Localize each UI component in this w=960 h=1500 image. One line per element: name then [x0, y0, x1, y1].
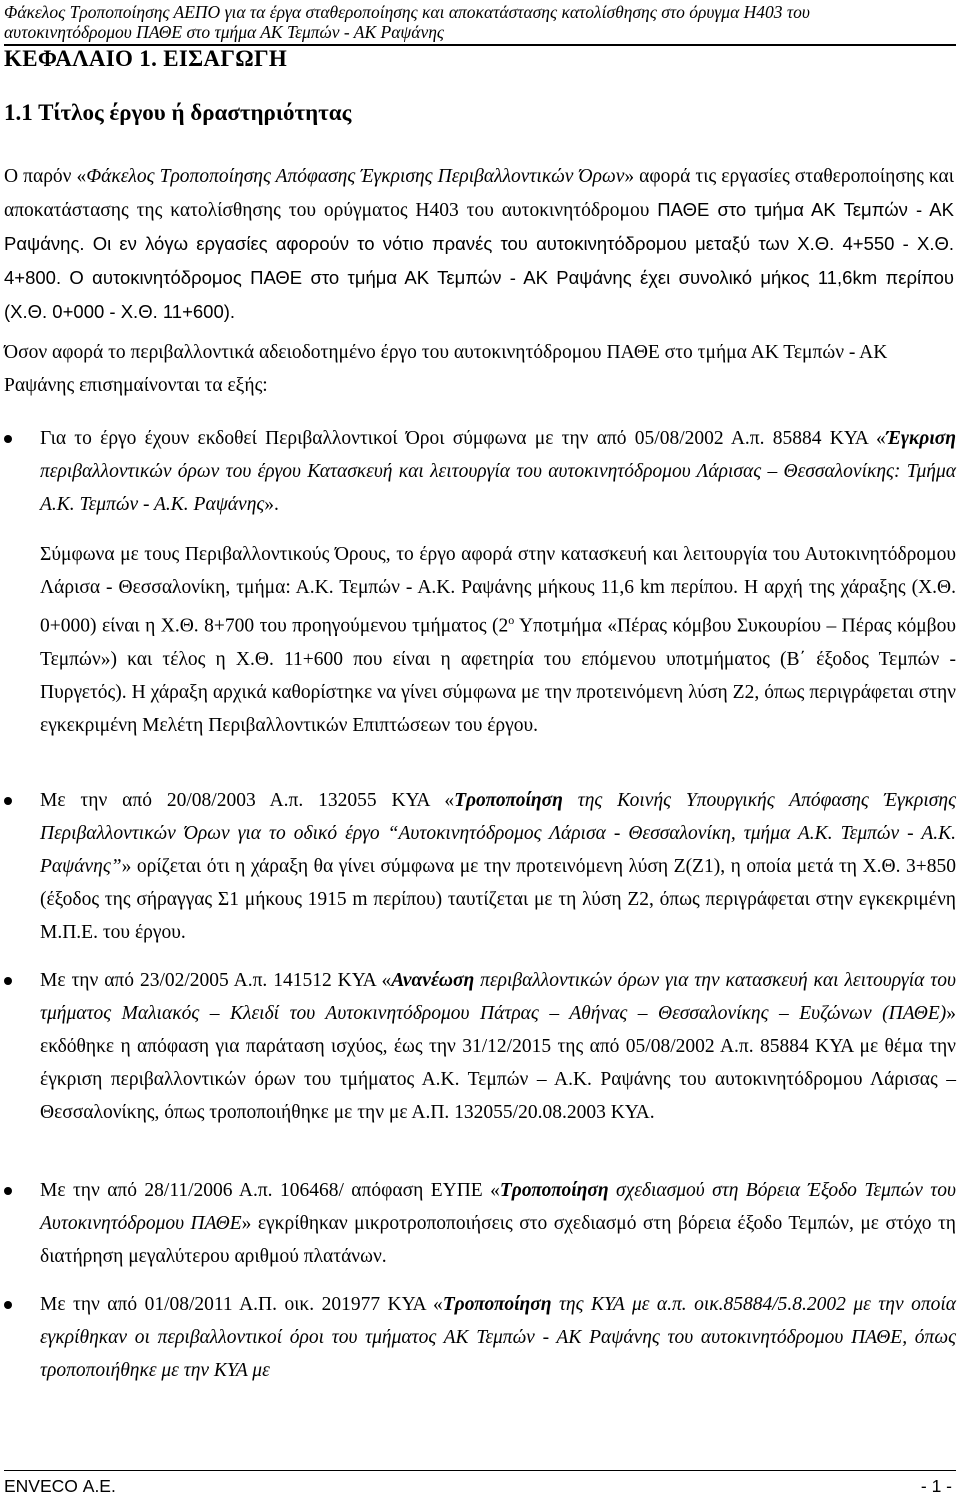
bullet-4-post: » εγκρίθηκαν μικροτροποποιήσεις στο σχεδιασμό στη βόρεια έξοδο Τεμπών, με στόχο τη διατήρηση μεγαλύτερου αριθμού πλατάνων.	[40, 1213, 956, 1267]
bullet-5-bold: Τροποποίηση	[442, 1294, 552, 1315]
bullet-dot	[4, 1187, 12, 1195]
bullet-2-pre: Με την από 20/08/2003 Α.π. 132055 ΚΥΑ «	[40, 790, 455, 811]
intro-sans-text: ΠΑΘΕ στο τμήμα ΑΚ Τεμπών - ΑΚ Ραψάνης. Οι εν λόγω εργασίες αφορούν το νότιο πρανές του αυτοκινητόδρομου μεταξύ των Χ.Θ. 4+550 - Χ.Θ. 4+800. Ο αυτοκινητόδρομος ΠΑΘΕ στο τμήμα ΑΚ Τεμπών - ΑΚ Ραψάνης έχει συνολικό μήκος 11,6km περίπου (Χ.Θ. 0+000 - Χ.Θ. 11+600).	[4, 199, 954, 322]
section-title: 1.1 Τίτλος έργου ή δραστηριότητας	[4, 100, 352, 125]
superscript-o: ο	[508, 613, 515, 627]
bullet-item-3	[40, 964, 956, 1129]
chapter-title: ΚΕΦΑΛΑΙΟ 1. ΕΙΣΑΓΩΓΗ	[4, 46, 288, 71]
bullet-2-italic: της Κοινής Υπουργικής Απόφασης Έγκρισης Περιβαλλοντικών Όρων για το οδικό έργο “Αυτοκινητόδρομος Λάρισα - Θεσσαλονίκη, τμήμα Α.Κ. Τεμπών - Α.Κ. Ραψάνης”	[40, 790, 956, 877]
footer-company: ENVECO Α.Ε.	[4, 1476, 116, 1496]
bullet-3-post: » εκδόθηκε η απόφαση για παράταση ισχύος, έως την 31/12/2015 της από 05/08/2002 Α.π. 85884 ΚΥΑ με θέμα την έγκριση περιβαλλοντικών όρων του τμήματος Α.Κ. Τεμπών – Α.Κ. Ραψάνης του αυτοκινητόδρομου Λάρισας – Θεσσαλονίκης, όπως τροποποιήθηκε με την με Α.Π. 132055/20.08.2003 ΚΥΑ.	[40, 1003, 956, 1123]
bullet-4-italic: σχεδιασμού στη Βόρεια Έξοδο Τεμπών του Αυτοκινητόδρομου ΠΑΘΕ	[40, 1180, 956, 1234]
bullet-item-2	[40, 784, 956, 949]
bullet-item-5	[40, 1288, 956, 1387]
bullet-item-1	[40, 422, 956, 521]
bullet-2-bold: Τροποποίηση	[454, 790, 563, 811]
bullet-3-pre: Με την από 23/02/2005 Α.π. 141512 ΚΥΑ «	[40, 970, 392, 991]
intro-title: Φάκελος Τροποποίησης Απόφασης Έγκρισης Περιβαλλοντικών Όρων	[86, 166, 625, 187]
intro-post: » αφορά τις εργασίες σταθεροποίησης και αποκατάστασης της κατολίσθησης του ορύγματος Η403 του αυτοκινητόδρομου	[4, 166, 954, 221]
bullet-1-bold: Έγκριση	[885, 428, 956, 449]
bullet-4-bold: Τροποποίηση	[499, 1180, 609, 1201]
bullet-5-italic: της ΚΥΑ με α.π. οικ.85884/5.8.2002 με την οποία εγκρίθηκαν οι περιβαλλοντικοί όροι του τμήματος ΑΚ Τεμπών - ΑΚ Ραψάνης του αυτοκινητόδρομου ΠΑΘΕ, όπως τροποποιήθηκε με την ΚΥΑ με	[40, 1294, 956, 1381]
running-header	[4, 2, 956, 46]
bullet-dot	[4, 1301, 12, 1309]
bullet-5-pre: Με την από 01/08/2011 Α.Π. οικ. 201977 ΚΥΑ «	[40, 1294, 443, 1315]
intro-paragraph	[4, 160, 954, 329]
paragraph-3-text: Σύμφωνα με τους Περιβαλλοντικούς Όρους, το έργο αφορά στην κατασκευή και λειτουργία του Αυτοκινητόδρομου Λάρισα - Θεσσαλονίκη, τμήμα: Α.Κ. Τεμπών - Α.Κ. Ραψάνης μήκους 11,6 km περίπου. Η αρχή της χάραξης (Χ.Θ. 0+000) είναι η Χ.Θ. 8+700 του προηγούμενου τμήματος (2	[40, 544, 956, 637]
running-header-line-2: αυτοκινητόδρομου ΠΑΘΕ στο τμήμα ΑΚ Τεμπών - ΑΚ Ραψάνης	[4, 22, 445, 42]
paragraph-3	[40, 538, 956, 742]
bullet-4-pre: Με την από 28/11/2006 Α.π. 106468/ απόφαση ΕΥΠΕ «	[40, 1180, 500, 1201]
footer-page-number: - 1 -	[920, 1476, 952, 1496]
running-header-line-1: Φάκελος Τροποποίησης ΑΕΠΟ για τα έργα σταθεροποίησης και αποκατάστασης κατολίσθησης στο όρυγμα Η403 του	[4, 2, 810, 22]
paragraph-3-text-2: Υποτμήμα «Πέρας κόμβου Συκουρίου – Πέρας κόμβου Τεμπών») και τέλος η Χ.Θ. 11+600 που είναι η αφετηρία του επόμενου υποτμήματος (Β΄ έξοδος Τεμπών - Πυργετός). Η χάραξη αρχικά καθορίστηκε να γίνει σύμφωνα με την προτεινόμενη λύση Ζ2, όπως περιγράφεται στην εγκεκριμένη Μελέτη Περιβαλλοντικών Επιπτώσεων του έργου.	[40, 615, 956, 736]
bullet-item-4	[40, 1174, 956, 1273]
intro-pre: Ο παρόν «	[4, 166, 87, 187]
bullet-dot	[4, 435, 12, 443]
bullet-1-post: ».	[264, 494, 279, 515]
bullet-1-italic: περιβαλλοντικών όρων του έργου Κατασκευή και λειτουργία του αυτοκινητόδρομου Λάρισας – Θεσσαλονίκης: Τμήμα Α.Κ. Τεμπών - Α.Κ. Ραψάνης	[40, 461, 956, 515]
bullet-1-pre: Για το έργο έχουν εκδοθεί Περιβαλλοντικοί Όροι σύμφωνα με την από 05/08/2002 Α.π. 85884 ΚΥΑ «	[40, 428, 886, 449]
footer-divider	[4, 1470, 956, 1471]
bullet-3-bold: Ανανέωση	[391, 970, 475, 991]
bullet-2-post: » ορίζεται ότι η χάραξη θα γίνει σύμφωνα με την προτεινόμενη λύση Ζ(Ζ1), η οποία μετά τη Χ.Θ. 3+850 (έξοδος της σήραγγας Σ1 μήκους 1915 m περίπου) ταυτίζεται με τη λύση Ζ2, όπως περιγράφεται στην εγκεκριμένη Μ.Π.Ε. του έργου.	[40, 856, 956, 943]
bullet-dot	[4, 977, 12, 985]
paragraph-2: Όσον αφορά το περιβαλλοντικά αδειοδοτημένο έργο του αυτοκινητόδρομου ΠΑΘΕ στο τμήμα ΑΚ Τεμπών - ΑΚ Ραψάνης επισημαίνονται τα εξής:	[4, 342, 888, 396]
bullet-dot	[4, 797, 12, 805]
bullet-3-italic: περιβαλλοντικών όρων για την κατασκευή και λειτουργία του τμήματος Μαλιακός – Κλειδί του Αυτοκινητόδρομου Πάτρας – Αθήνας – Θεσσαλονίκης – Ευζώνων (ΠΑΘΕ)	[40, 970, 956, 1024]
